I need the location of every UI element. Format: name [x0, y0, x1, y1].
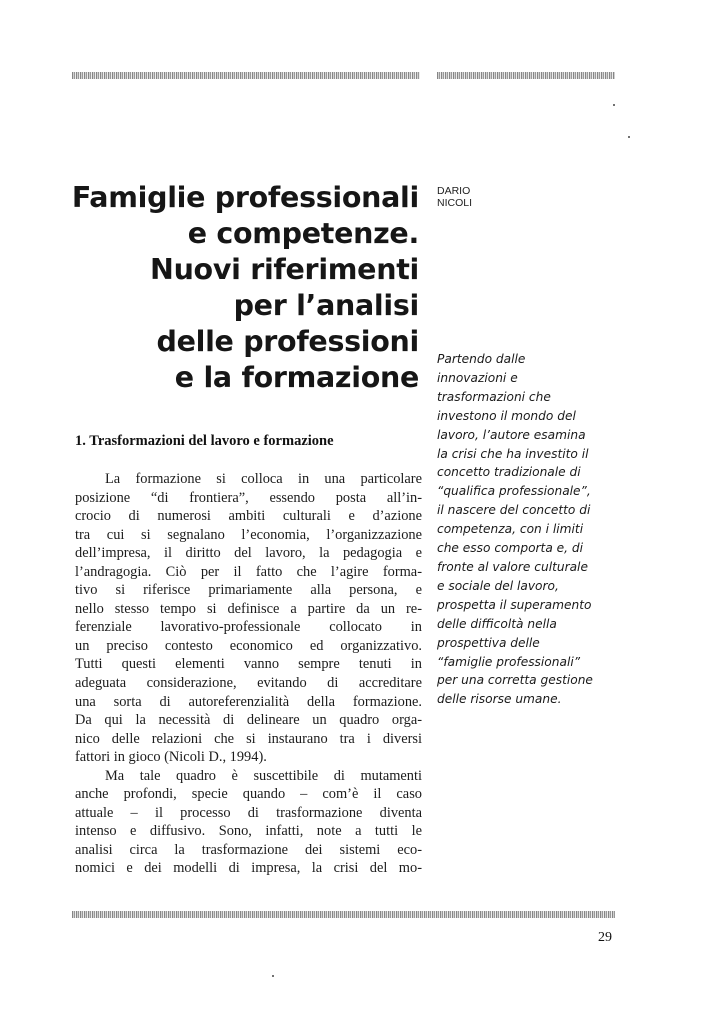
- body-line: dell’impresa, il diritto del lavoro, la pedagogia e: [75, 545, 422, 562]
- header-rule-right: [437, 72, 615, 79]
- body-line: tivo si riferisce primariamente alla persona, e: [75, 582, 422, 599]
- body-line: La formazione si colloca in una particolare: [105, 471, 422, 487]
- title-line: e la formazione: [174, 361, 419, 394]
- abstract: [437, 350, 617, 709]
- body-line: Ma tale quadro è suscettibile di mutamenti: [105, 767, 422, 784]
- body-line: crocio di numerosi ambiti culturali e d’azione: [75, 508, 422, 525]
- header-rule-left: [72, 72, 420, 79]
- abstract-line: “qualifica professionale”,: [437, 484, 591, 499]
- body-line: nico delle relazioni che si instaurano tra i diversi: [75, 730, 422, 747]
- title-line: Nuovi riferimenti: [150, 253, 419, 286]
- title-line: delle professioni: [156, 325, 419, 358]
- abstract-line: fronte al valore culturale: [437, 559, 588, 574]
- body-line: nello stesso tempo si definisce a partire da un re-: [75, 600, 422, 617]
- abstract-line: lavoro, l’autore esamina: [437, 427, 586, 442]
- abstract-line: delle risorse umane.: [437, 692, 562, 707]
- abstract-line: che esso comporta e, di: [437, 541, 584, 556]
- abstract-line: concetto tradizionale di: [437, 465, 581, 480]
- abstract-line: “famiglie professionali”: [437, 654, 581, 669]
- scan-speck: [613, 104, 615, 106]
- section-heading: 1. Trasformazioni del lavoro e formazione: [75, 433, 334, 449]
- abstract-line: prospettiva delle: [437, 635, 540, 650]
- abstract-line: investono il mondo del: [437, 408, 576, 423]
- abstract-line: delle difficoltà nella: [437, 616, 557, 631]
- body-line: Tutti questi elementi vanno sempre tenuti in: [75, 656, 422, 673]
- abstract-line: innovazioni e: [437, 370, 518, 385]
- scan-speck: [272, 975, 274, 977]
- abstract-line: la crisi che ha investito il: [437, 446, 589, 461]
- page-number: 29: [598, 930, 612, 945]
- author-last-name: NICOLI: [437, 197, 473, 209]
- body-line: tra cui si segnalano l’economia, l’organizzazione: [75, 526, 422, 543]
- body-line: intenso e diffusivo. Sono, infatti, note a tutti le: [75, 823, 422, 840]
- author-first-name: DARIO: [437, 185, 471, 197]
- abstract-line: e sociale del lavoro,: [437, 578, 559, 593]
- abstract-line: Partendo dalle: [437, 352, 526, 366]
- body-line: analisi circa la trasformazione dei sistemi eco-: [75, 841, 422, 858]
- body-line: posizione “di frontiera”, essendo posta all’in-: [75, 489, 422, 506]
- abstract-line: per una corretta gestione: [437, 673, 593, 688]
- author-name: [437, 185, 472, 209]
- abstract-line: il nascere del concetto di: [437, 503, 591, 518]
- body-line: l’andragogia. Ciò per il fatto che l’agire forma-: [75, 563, 422, 580]
- body-line: una sorta di autoreferenzialità della formazione.: [75, 693, 422, 710]
- title-line: per l’analisi: [233, 289, 419, 322]
- body-line: ferenziale lavorativo-professionale collocato in: [75, 619, 422, 636]
- body-line: anche profondi, specie quando – com’è il caso: [75, 786, 422, 803]
- body-line: attuale – il processo di trasformazione diventa: [75, 804, 422, 821]
- scan-speck: [628, 136, 630, 138]
- abstract-line: competenza, con i limiti: [437, 522, 584, 537]
- title-line: Famiglie professionali: [71, 181, 419, 214]
- title-line: e competenze.: [187, 217, 419, 250]
- footer-rule: [72, 911, 615, 918]
- body-line: adeguata considerazione, evitando di accreditare: [75, 675, 422, 692]
- body-line: un preciso contesto economico ed organizzativo.: [75, 637, 422, 654]
- abstract-line: prospetta il superamento: [437, 597, 592, 612]
- body-text: [75, 470, 422, 878]
- body-line: Da qui la necessità di delineare un quadro orga-: [75, 712, 422, 729]
- article-title: [59, 180, 419, 396]
- body-line: nomici e dei modelli di impresa, la crisi del mo-: [75, 860, 422, 877]
- abstract-line: trasformazioni che: [437, 389, 551, 404]
- body-line: fattori in gioco (Nicoli D., 1994).: [75, 749, 267, 766]
